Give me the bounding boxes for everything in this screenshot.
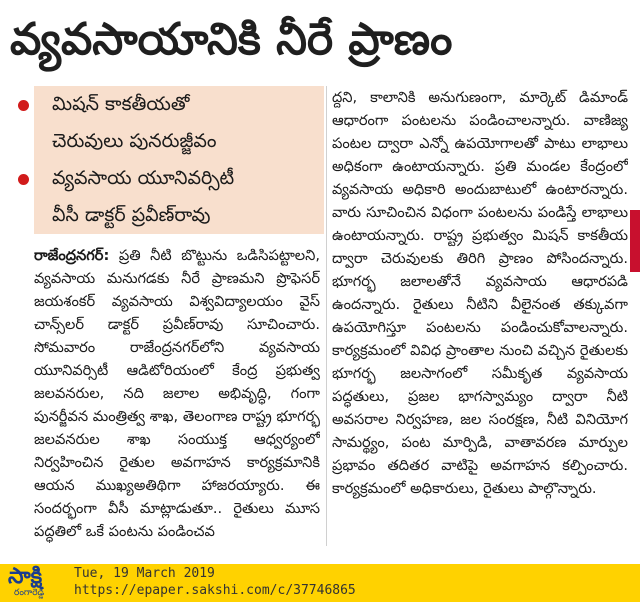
highlight-item [34, 86, 324, 160]
dateline: రాజేంద్రనగర్: [34, 247, 110, 264]
highlight-box [34, 86, 324, 234]
footer-bar [0, 564, 640, 602]
article-text-right: ద్దని, కాలానికి అనుగుణంగా, మార్కెట్ డిమాండ్ ఆధారంగా పంటలను పండించాలన్నారు. వాణిజ్య పంటల ద్వారా ఎన్నో ఉపయోగాలతో పాటు లాభాలు అధికంగా ఉంటాయన్నారు. ప్రతి మండల కేంద్రంలో వ్యవసాయ అధికారి అందుబాటులో ఉంటారన్నారు. వారు సూచించిన విధంగా పంటలను పండిస్తే లాభాలు ఉంటాయన్నారు. రాష్ట్ర ప్రభుత్వం మిషన్ కాకతీయ ద్వారా చెరువులకు తిరిగి ప్రాణం పోసిందన్నారు. భూగర్భ జలాలతోనే వ్యవసాయ ఆధారపడి ఉందన్నారు. రైతులు నీటిని వీలైనంత తక్కువగా ఉపయోగిస్తూ పంటలను పండించుకోవాలన్నారు. కార్యక్రమంలో వివిధ ప్రాంతాల నుంచి వచ్చిన రైతులకు భూగర్భ జలసాగంలో సమీకృత వ్యవసాయ పద్ధతులు, ప్రజల భాగస్వామ్యం ద్వారా నీటి అవసరాల నిర్వహణ, జల సంరక్షణ, నీటి వినియోగ సామర్థ్యం, పంట మార్పిడి, వాతావరణ మార్పుల ప్రభావం తదితర వాటిపై అవగాహన కల్పించారు. కార్యక్రమంలో అధికారులు, రైతులు పాల్గొన్నారు. [332, 89, 628, 497]
red-bullet-icon [18, 174, 29, 185]
logo-subtext: రంగారెడ్డి [14, 588, 45, 598]
source-url[interactable]: https://epaper.sakshi.com/c/37746865 [74, 583, 356, 598]
sakshi-logo [4, 566, 68, 600]
highlight-item [34, 160, 324, 234]
red-bullet-icon [18, 100, 29, 111]
publication-date: Tue, 19 March 2019 [74, 566, 215, 581]
highlight-line: వ్యవసాయ యూనివర్సిటీ [52, 167, 235, 189]
column-divider [326, 86, 327, 546]
article-column-right [332, 86, 628, 546]
logo-text: సాక్షి [8, 564, 43, 589]
highlight-line: మిషన్ కాకతీయతో [52, 93, 190, 115]
edge-color-strip [630, 210, 640, 272]
highlight-line: చెరువులు పునరుజ్జీవం [52, 130, 217, 152]
headline: వ్యవసాయానికి నీరే ప్రాణం [10, 14, 453, 65]
highlight-line: వీసీ డాక్టర్ ప్రవీణ్‌రావు [52, 204, 211, 226]
article-column-left [34, 244, 320, 570]
article-text-left: ప్రతి నీటి బొట్టును ఒడిసిపట్టాలని, వ్యవసాయ మనుగడకు నీరే ప్రాణమని ప్రొఫెసర్ జయశంకర్ వ్యవసాయ విశ్వవిద్యాలయం వైస్ చాన్స్‌లర్ డాక్టర్ ప్రవీణ్‌రావు సూచించారు. సోమవారం రాజేంద్రనగర్‌లోని వ్యవసాయ యూనివర్సిటీ ఆడిటోరియంలో కేంద్ర ప్రభుత్వ జలవనరుల, నది జలాల అభివృద్ధి, గంగా పునర్జీవన మంత్రిత్వ శాఖ, తెలంగాణ రాష్ట్ర భూగర్భ జలవనరుల శాఖ సంయుక్త ఆధ్వర్యంలో నిర్వహించిన రైతుల అవగాహన కార్యక్రమానికి ఆయన ముఖ్యఅతిథిగా హాజరయ్యారు. ఈ సందర్భంగా వీసీ మాట్లాడుతూ.. రైతులు మూస పద్ధతిలో ఒకే పంటను పండించవ [34, 247, 320, 540]
